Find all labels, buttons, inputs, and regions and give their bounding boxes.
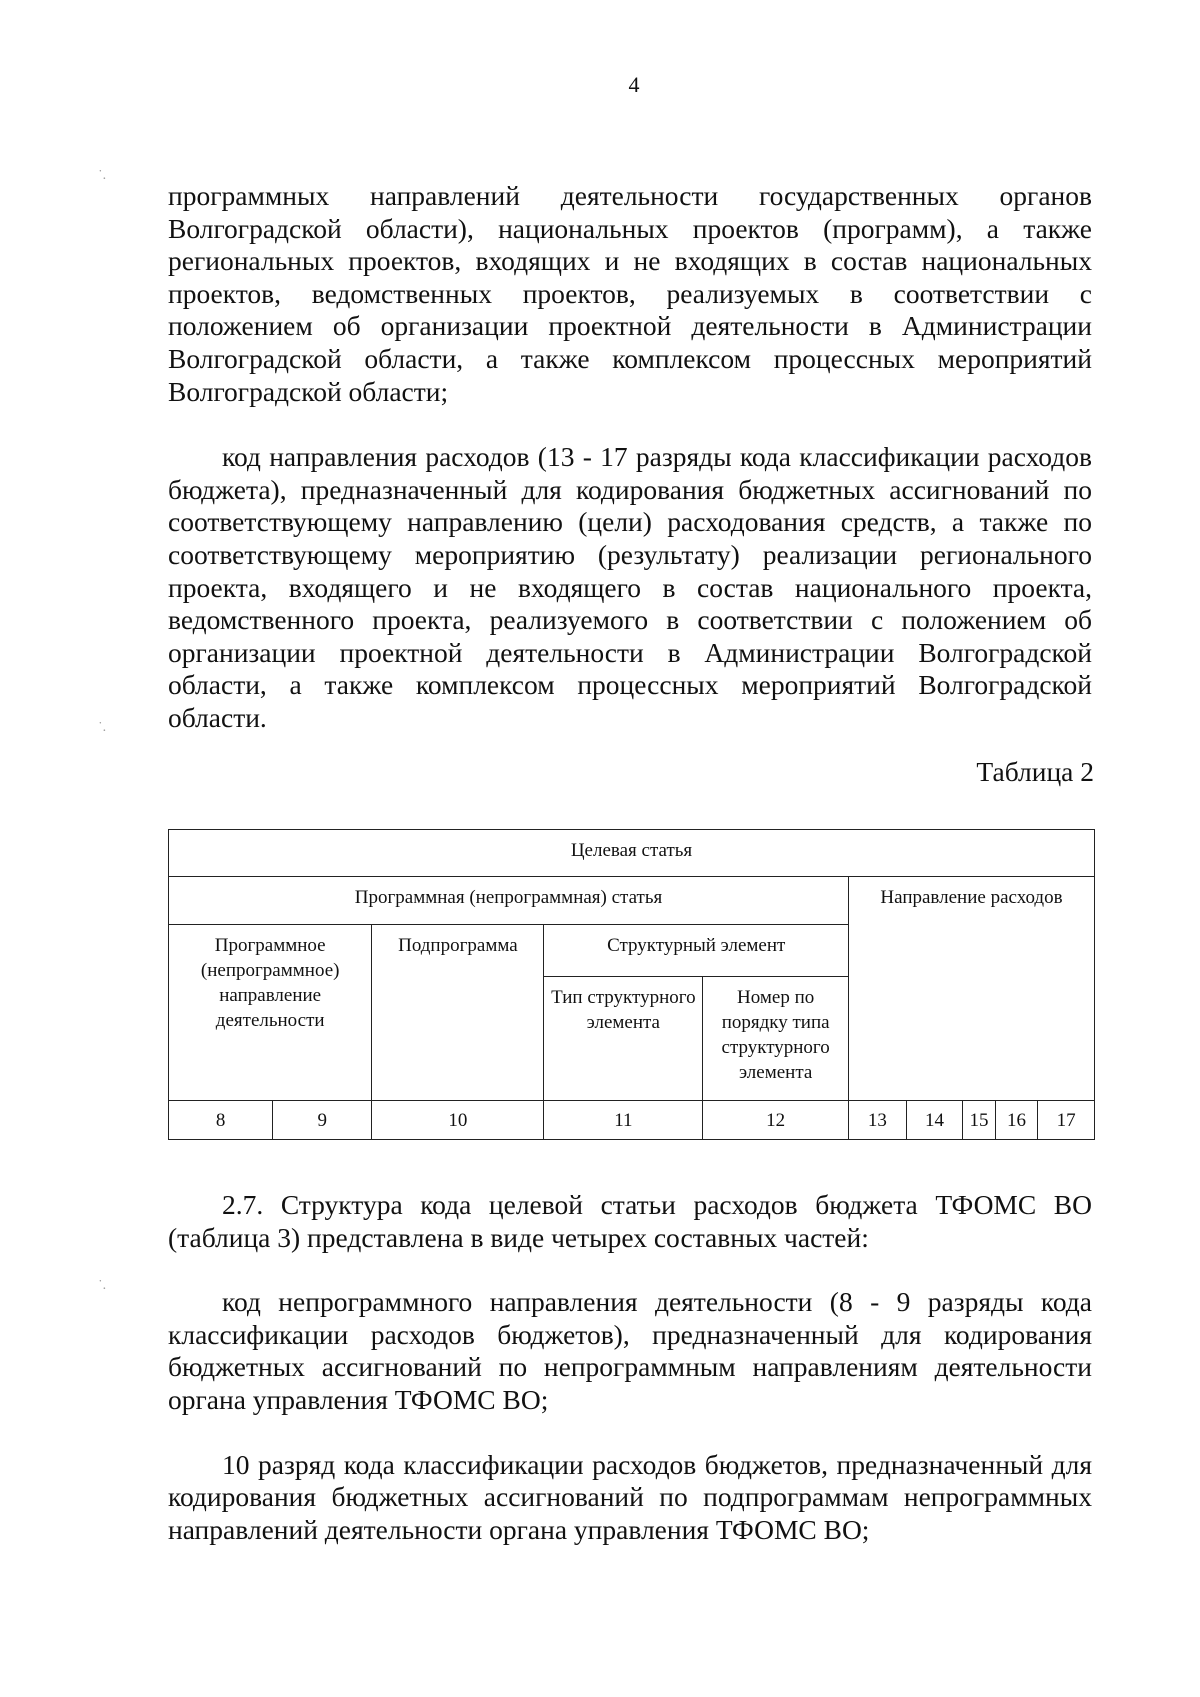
header-program-article: Программная (непрограммная) статья bbox=[169, 877, 849, 925]
scan-mark: ˙. bbox=[98, 168, 107, 183]
paragraph-section-2-7: 2.7. Структура кода целевой статьи расходов бюджета ТФОМС ВО (таблица 3) представлена в виде четырех составных частей: bbox=[168, 1189, 1092, 1253]
scan-mark: ˙. bbox=[98, 1278, 107, 1293]
digit-cell: 16 bbox=[995, 1101, 1038, 1140]
digit-cell: 15 bbox=[963, 1101, 995, 1140]
col-subprogram: Подпрограмма bbox=[372, 925, 544, 1101]
digit-cell: 8 bbox=[169, 1101, 273, 1140]
scan-mark: ˙. bbox=[98, 720, 107, 735]
text-block-bottom bbox=[168, 1189, 1092, 1546]
digit-cell: 17 bbox=[1038, 1101, 1095, 1140]
paragraph-nonprogram-code: код непрограммного направления деятельности (8 - 9 разряды кода классификации расходов бюджетов), предназначенный для кодирования бюджетных ассигнований по непрограммным направлениям деятельности органа управления ТФОМС ВО; bbox=[168, 1286, 1092, 1415]
paragraph-direction-code: код направления расходов (13 - 17 разряды кода классификации расходов бюджета), предназначенный для кодирования бюджетных ассигнований по соответствующему направлению (цели) расходования средств, а также по соответствующему мероприятию (результату) реализации регионального проекта, входящего и не входящего в состав национального проекта, ведомственного проекта, реализуемого в соответствии с положением об организации проектной деятельности в Администрации Волгоградской области, а также комплексом процессных мероприятий Волгоградской области. bbox=[168, 441, 1092, 733]
paragraph-digit-10: 10 разряд кода классификации расходов бюджетов, предназначенный для кодирования бюджетных ассигнований по подпрограммам непрограммных направлений деятельности органа управления ТФОМС ВО; bbox=[168, 1448, 1092, 1545]
col-program-direction: Программное (непрограммное) направление деятельности bbox=[169, 925, 372, 1101]
digit-cell: 10 bbox=[372, 1101, 544, 1140]
header-expense-direction: Направление расходов bbox=[849, 877, 1095, 1101]
digit-cell: 9 bbox=[273, 1101, 372, 1140]
paragraph-continuation: программных направлений деятельности государственных органов Волгоградской области), национальных проектов (программ), а также региональных проектов, входящих и не входящих в состав национальных проектов, ведомственных проектов, реализуемых в соответствии с положением об организации проектной деятельности в Администрации Волгоградской области, а также комплексом процессных мероприятий Волгоградской области; bbox=[168, 180, 1092, 407]
digit-cell: 13 bbox=[849, 1101, 907, 1140]
page-number: 4 bbox=[628, 72, 640, 97]
code-structure-table bbox=[168, 829, 1095, 1140]
col-element-type: Тип структурного элемента bbox=[544, 977, 703, 1101]
col-structural-element: Структурный элемент bbox=[544, 925, 849, 977]
digit-cell: 12 bbox=[703, 1101, 849, 1140]
text-block-top bbox=[168, 180, 1092, 735]
digit-cell: 11 bbox=[544, 1101, 703, 1140]
header-target-article: Целевая статья bbox=[169, 830, 1095, 877]
digit-cell: 14 bbox=[906, 1101, 963, 1140]
col-element-number: Номер по порядку типа структурного элемента bbox=[703, 977, 849, 1101]
table-caption: Таблица 2 bbox=[976, 756, 1094, 787]
